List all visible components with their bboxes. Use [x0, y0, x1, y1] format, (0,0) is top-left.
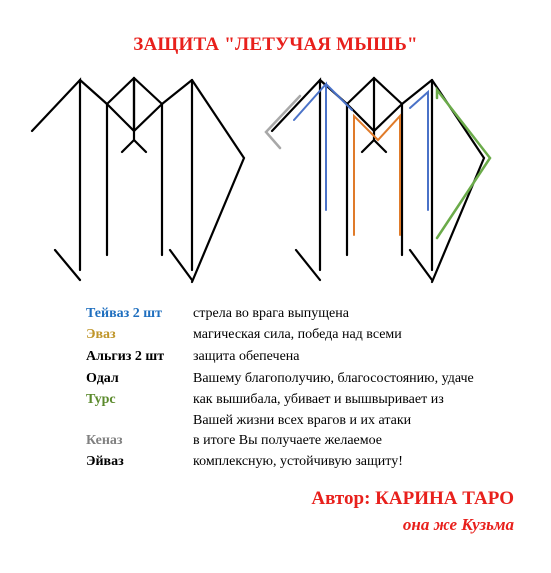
legend-rune-name: Тейваз 2 шт: [86, 306, 162, 321]
legend-rune-name: Турс: [86, 392, 116, 407]
rune-stave-black: [32, 78, 244, 282]
page-title: ЗАЩИТА "ЛЕТУЧАЯ МЫШЬ": [133, 34, 418, 55]
legend-rune-name: Эваз: [86, 327, 116, 342]
author-credit: Автор: КАРИНА ТАРО: [311, 488, 514, 509]
legend-rune-name: Альгиз 2 шт: [86, 349, 165, 364]
legend-rune-description: в итоге Вы получаете желаемое: [193, 433, 383, 448]
legend-rune-name: Одал: [86, 371, 119, 386]
legend-rune-description: как вышибала, убивает и вышвыривает из: [193, 392, 444, 407]
legend-rune-description: стрела во врага выпущена: [193, 306, 349, 321]
author-alias: она же Кузьма: [402, 515, 514, 534]
legend-rune-description: Вашей жизни всех врагов и их атаки: [193, 413, 412, 428]
legend-rune-description: комплексную, устойчивую защиту!: [193, 454, 403, 469]
legend-rune-name: Кеназ: [86, 433, 123, 448]
rune-stave-colored: [266, 78, 490, 282]
legend-rune-description: магическая сила, победа над всеми: [193, 327, 402, 342]
legend-rune-name: Эйваз: [86, 454, 124, 469]
legend-rune-description: защита обепечена: [193, 349, 300, 364]
legend-rune-description: Вашему благополучию, благосостоянию, удаче: [193, 371, 474, 386]
